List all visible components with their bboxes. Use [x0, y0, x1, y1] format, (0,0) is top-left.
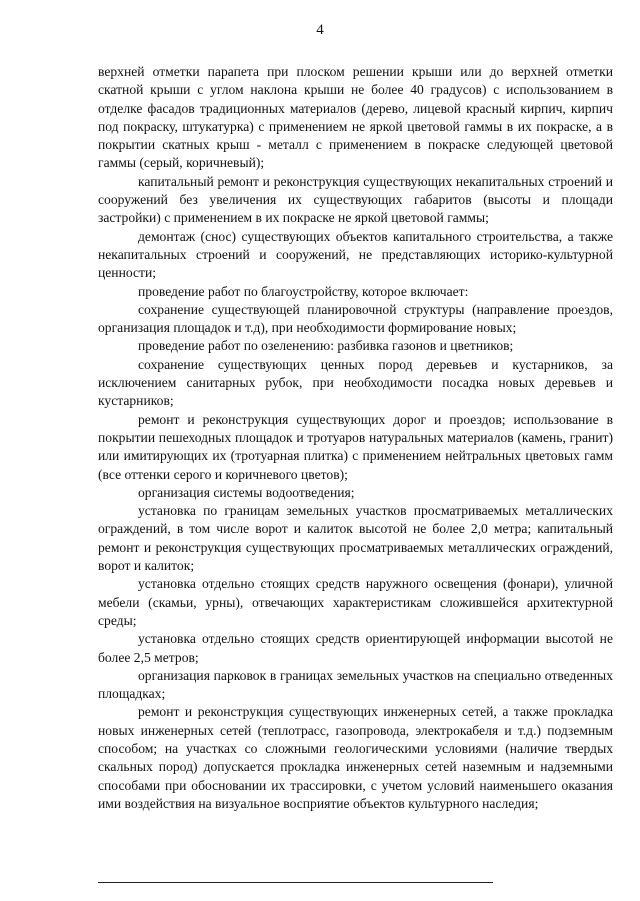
paragraph-continuation: верхней отметки парапета при плоском решении крыши или до верхней отметки скатной крыши с углом наклона крыши не более 40 градусов) с использованием в отделке фасадов традиционных материалов (дерево, лицевой красный кирпич, кирпич под покраску, штукатурка) с применением не яркой цветовой гаммы в их покраске, а в покрытии скатных крыш - металл с применением в покраске следующей цветовой гаммы (серый, коричневый);: [98, 64, 613, 171]
paragraph: организация системы водоотведения;: [138, 484, 355, 500]
page-number: 4: [316, 22, 324, 38]
paragraph: установка отдельно стоящих средств ориентирующей информации высотой не более 2,5 метров;: [98, 631, 613, 665]
paragraph: установка отдельно стоящих средств наружного освещения (фонари), уличной мебели (скамьи, урны), отвечающих характеристикам сложившейся архитектурной среды;: [98, 576, 613, 628]
paragraph: организация парковок в границах земельных участков на специально отведенных площадках;: [98, 667, 613, 702]
footer-divider: [98, 882, 493, 883]
paragraph: сохранение существующих ценных пород деревьев и кустарников, за исключением санитарных рубок, при необходимости посадка новых деревьев и кустарников;: [98, 356, 613, 409]
paragraph: проведение работ по озеленению: разбивка газонов и цветников;: [138, 338, 514, 354]
paragraph: ремонт и реконструкция существующих дорог и проездов; использование в покрытии пешеходных площадок и тротуаров натуральных материалов (камень, гранит) или имитирующих их (тротуарная плитка) с применением нейтральных цветовых гамм (все оттенки серого и коричневого цветов);: [98, 411, 613, 482]
document-body: [98, 63, 613, 813]
paragraph: проведение работ по благоустройству, которое включает:: [138, 283, 469, 299]
paragraph: установка по границам земельных участков просматриваемых металлических ограждений, в том числе ворот и калиток высотой не более 2,0 метра; капитальный ремонт и реконструкция существующих просматриваемых металлических ограждений, ворот и калиток;: [98, 503, 613, 574]
paragraph: ремонт и реконструкция существующих инженерных сетей, а также прокладка новых инженерных сетей (теплотрасс, газопровода, электрокабеля и т.д.) подземным способом; на участках со сложными геологическими условиями (наличие твердых скальных пород) допускается прокладка инженерных сетей наземным и надземными способами при обосновании их трассировки, с учетом условий наименьшего оказания ими воздействия на визуальное восприятие объектов культурного наследия;: [98, 704, 613, 811]
paragraph: демонтаж (снос) существующих объектов капитального строительства, а также некапитальных строений и сооружений, не представляющих историко-культурной ценности;: [98, 228, 613, 281]
paragraph: капитальный ремонт и реконструкция существующих некапитальных строений и сооружений без увеличения их существующих габаритов (высоты и площади застройки) с применением в их покраске не яркой цветовой гаммы;: [98, 173, 613, 226]
paragraph: сохранение существующей планировочной структуры (направление проездов, организация площадок и т.д), при необходимости формирование новых;: [98, 301, 613, 336]
